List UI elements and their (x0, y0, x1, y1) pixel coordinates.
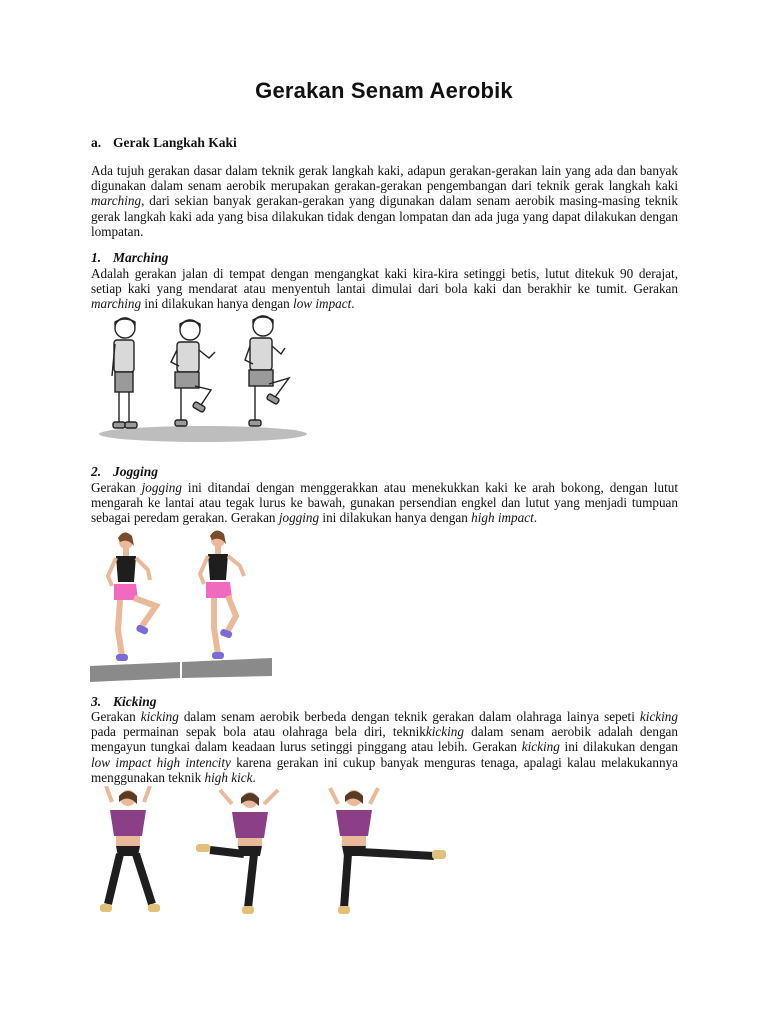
jogging-illustration (90, 526, 275, 682)
item-number: 3. (91, 694, 102, 709)
section-heading (91, 135, 237, 151)
italic-term: low impact high intencity (91, 754, 231, 770)
marching-figure-mid (171, 320, 215, 426)
jogging-figure-1 (108, 532, 156, 661)
marching-illustration (95, 314, 310, 446)
section-letter: a. (91, 135, 102, 150)
text-run: dalam senam aerobik berbeda dengan teknik gerakan dalam olahraga lainya sepeti (178, 709, 640, 724)
kicking-figure-standing (100, 786, 160, 912)
jogging-paragraph (91, 480, 678, 526)
text-run: . (252, 769, 256, 785)
text-run: ini dilakukan hanya dengan (319, 510, 472, 526)
kicking-illustration (98, 786, 458, 924)
italic-term: marching (91, 296, 142, 312)
italic-term: kicking (140, 709, 179, 724)
section-heading-text: Gerak Langkah Kaki (113, 135, 237, 150)
text-run: Gerakan (91, 709, 141, 724)
text-run: pada permainan sepak bola atau olahraga bela diri, teknik (91, 724, 426, 740)
text-run: ini dilakukan dengan (559, 739, 678, 755)
italic-term: high impact (471, 510, 534, 526)
kicking-paragraph (91, 709, 678, 785)
text-run: Adalah gerakan jalan di tempat dengan mengangkat kaki kira-kira setinggi betis, lutut ditekuk 90 derajat, setiap kaki yang mendarat atau menyentuh lantai dimulai dari bola kaki dan berakhir ke tumit. Gerakan (91, 266, 678, 297)
marching-figure-high (245, 316, 289, 426)
text-run: , dari sekian banyak gerakan-gerakan yang digunakan dalam senam aerobik masing-masing teknik gerak langkah kaki ada yang bisa dilakukan tidak dengan lompatan dan ada juga yang dapat dilakukan dengan lompatan. (91, 193, 678, 239)
italic-term: marching (91, 193, 142, 209)
italic-term: jogging (278, 510, 320, 526)
item-title-jogging (91, 464, 158, 480)
marching-figure-standing (112, 318, 137, 428)
marching-paragraph (91, 266, 678, 312)
text-run: Gerakan (91, 480, 142, 495)
item-title-text: Marching (113, 250, 169, 265)
italic-term: low impact (293, 296, 352, 312)
kicking-figure-forward (330, 788, 446, 914)
item-title-marching (91, 250, 169, 266)
text-run: . (351, 296, 355, 312)
page-title: Gerakan Senam Aerobik (255, 78, 513, 103)
italic-term: kicking (425, 724, 464, 740)
italic-term: high kick (204, 769, 253, 785)
italic-term: kicking (521, 739, 560, 755)
kicking-figure-side (196, 790, 278, 914)
item-title-kicking (91, 694, 157, 710)
text-run: ini ditandai dengan menggerakkan atau menekukkan kaki ke arah bokong, dengan lutut mengarah ke lantai atau tegak lurus ke bawah, gunakan persendian engkel dan lutut yang menjadi tumpuan sebagai peredam gerakan. Gerakan (91, 480, 678, 526)
italic-term: jogging (141, 480, 182, 495)
text-run: dalam senam aerobik adalah dengan mengayun tungkai dalam keadaan lurus setinggi pinggang atau lebih. Gerakan (91, 724, 678, 755)
text-run: . (533, 510, 538, 526)
item-number: 2. (91, 464, 102, 479)
text-run: ini dilakukan hanya dengan (141, 296, 294, 312)
jogging-figure-2 (200, 530, 244, 659)
intro-paragraph (91, 163, 678, 239)
italic-term: kicking (639, 709, 678, 724)
text-run: karena gerakan ini cukup banyak menguras tenaga, apalagi kalau melakukannya menggunakan teknik (91, 754, 678, 785)
item-title-text: Kicking (113, 694, 157, 709)
item-number: 1. (91, 250, 102, 265)
item-title-text: Jogging (113, 464, 159, 479)
text-run: Ada tujuh gerakan dasar dalam teknik gerak langkah kaki, adapun gerakan-gerakan lain yang ada dan banyak digunakan dalam senam aerobik merupakan gerakan-gerakan pengembangan dari teknik gerak langkah kaki (91, 163, 678, 194)
